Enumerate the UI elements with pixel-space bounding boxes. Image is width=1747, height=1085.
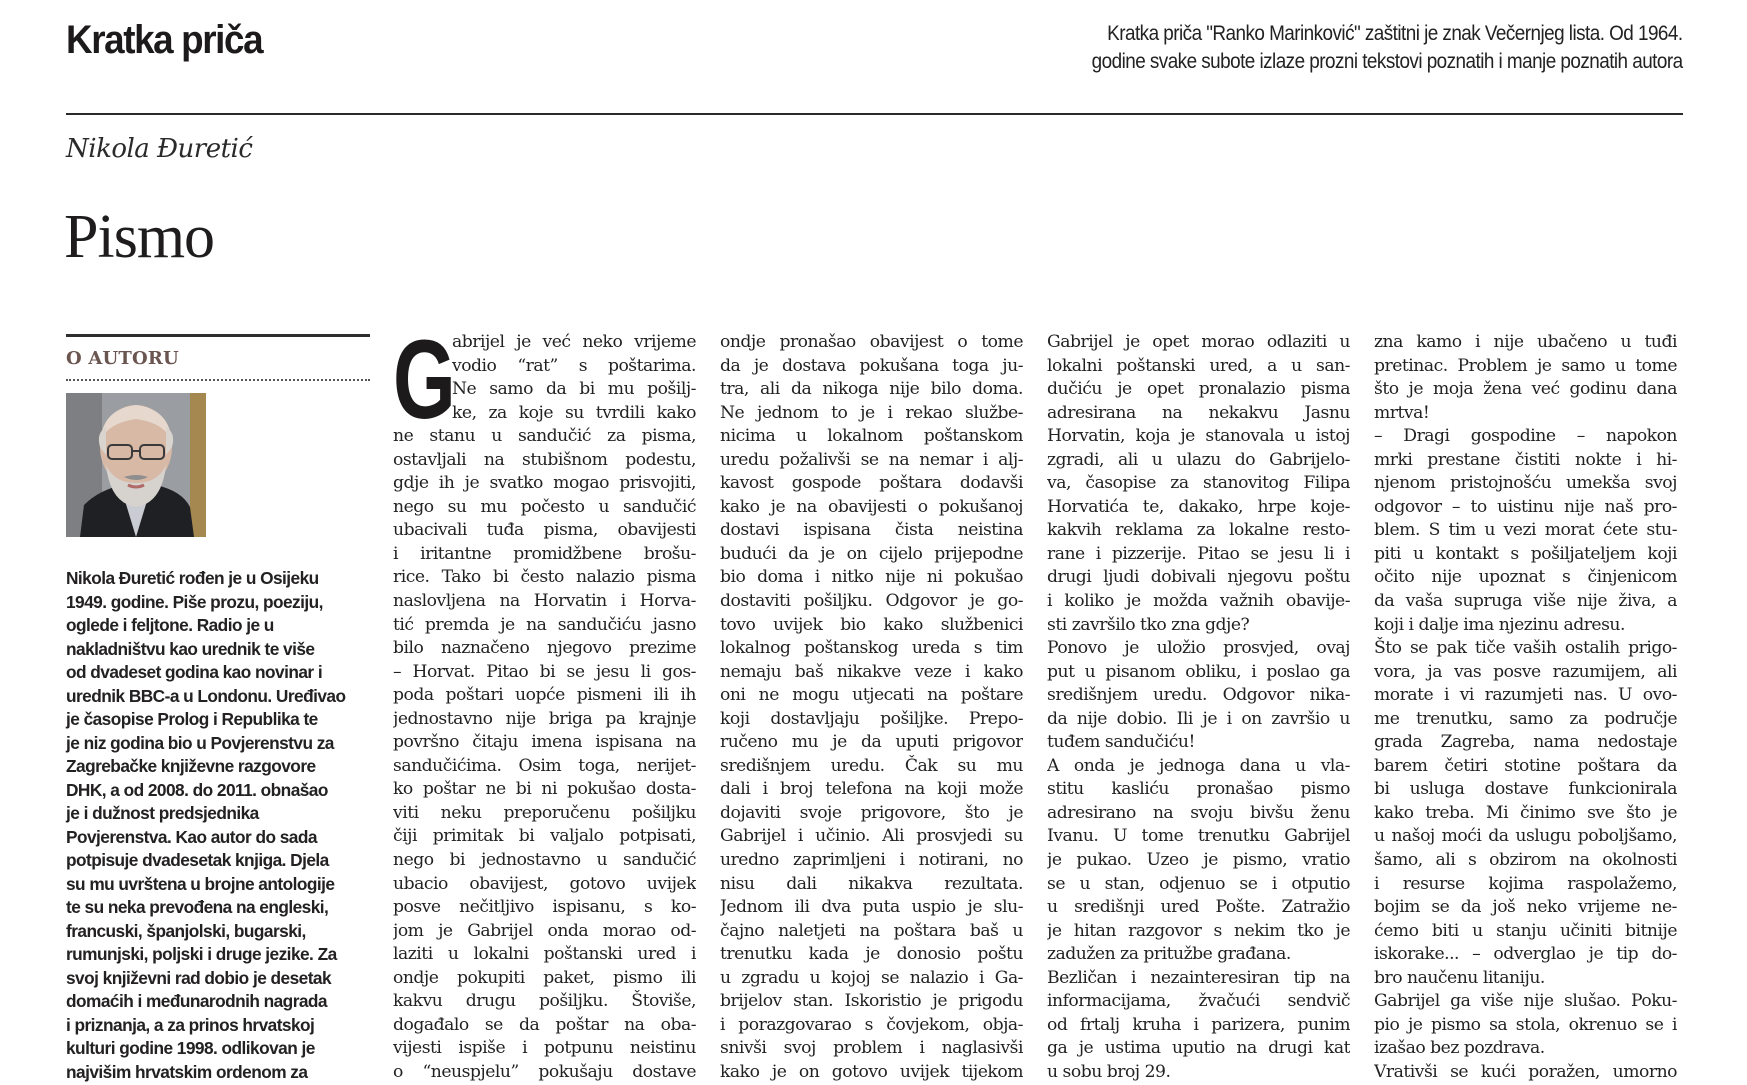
article-column-4 — [1374, 331, 1677, 1085]
article-text-line: uredno zaprimljeni i notirani, no — [720, 850, 1023, 871]
article-text-line: ke, za koje su tvrdili kako — [452, 402, 696, 423]
article-text-line: morate i vi razumjeti nas. U ovo- — [1374, 685, 1677, 706]
article-text-line: drugi ljudi dobivali njegovu poštu — [1047, 567, 1350, 588]
article-text-line: gdje ih je svatko mogao prisvojiti, — [393, 473, 696, 494]
article-text-line: uredu požalivši se na nemar i alj- — [720, 449, 1023, 470]
article-text-line: je hitan razgovor s nekim tko je — [1047, 920, 1350, 941]
article-text-line: mrki prestane čistiti nokte i hi- — [1374, 449, 1677, 470]
bio-line: oglede i feljtone. Radio je u — [66, 615, 274, 635]
bio-line: je časopise Prolog i Republika te — [66, 709, 318, 729]
article-text-line: zgradi, ali u ulazu do Gabrijelo- — [1047, 449, 1350, 470]
article-text-line: nisu dali nikakva rezultata. — [720, 873, 1023, 894]
author-photo — [66, 393, 206, 537]
article-text-line: brijelov stan. Iskoristio je prigodu — [720, 991, 1023, 1012]
article-text-line: jom je Gabrijel onda morao od- — [393, 920, 696, 941]
article-text-line: dostaviti pošiljku. Odgovor je go- — [720, 591, 1023, 612]
article-text-line: ćemo biti u stanju učiniti bitnije — [1374, 920, 1677, 941]
article-column-1 — [393, 317, 696, 1085]
article-text-line: snivši svoj problem i naglasivši — [720, 1038, 1023, 1059]
sidebar-divider — [66, 334, 370, 337]
article-text-line: Bezličan i nezainteresiran tip na — [1047, 967, 1350, 988]
about-author-heading: O AUTORU — [66, 348, 179, 369]
article-text-line: budući da je on cijelo prijepodne — [720, 543, 1023, 564]
article-text-line: vodio “rat” s poštarima. — [452, 355, 696, 376]
article-text-line: tovo uvijek bio kako službenici — [720, 614, 1023, 635]
article-text-line: ondje pokupiti paket, pismo ili — [393, 967, 696, 988]
article-text-line: sandučićima. Osim toga, nerijet- — [393, 755, 696, 776]
article-text-line: odgovor – to uistinu nije naš pro- — [1374, 496, 1677, 517]
article-text-line: je pukao. Uzeo je pismo, vratio — [1047, 850, 1350, 871]
article-text-line: poda poštari uopće pismeni ili ih — [393, 685, 696, 706]
article-text-line: ubacivali tuđa pisma, obavijesti — [393, 520, 696, 541]
article-text-line: očito nije upoznat s činjenicom — [1374, 567, 1677, 588]
article-text-line: u zgradu u kojoj se nalazio i Ga- — [720, 967, 1023, 988]
article-text-line: rane i pizzerije. Pitao se jesu li i — [1047, 543, 1350, 564]
article-text-line: kako treba. Mi činimo sve što je — [1374, 802, 1677, 823]
article-title: Pismo — [64, 203, 215, 271]
article-text-line: tić premda je na sandučiću jasno — [393, 614, 696, 635]
bio-line: rumunjski, poljski i druge jezike. Za — [66, 944, 337, 964]
bio-line: domaćih i međunarodnih nagrada — [66, 991, 327, 1011]
article-text-line: se u stan, odjenuo se i otputio — [1047, 873, 1350, 894]
article-text-line: Gabrijel ga više nije slušao. Poku- — [1374, 991, 1677, 1012]
article-text-line: koji dostavljaju pošiljke. Prepo- — [720, 708, 1023, 729]
article-text-line: Gabrijel je opet morao odlaziti u — [1047, 332, 1350, 352]
bio-line: od dvadeset godina kao novinar i — [66, 662, 323, 682]
article-text-line: – Horvat. Pitao bi se jesu li gos- — [393, 661, 696, 682]
article-text-line: kakvih reklama za lokalne resto- — [1047, 520, 1350, 541]
bio-line: nakladništvu kao urednik te više — [66, 638, 315, 659]
bio-line: francuski, španjolski, bugarski, — [66, 920, 306, 941]
section-note-line: godine svake subote izlaze prozni tekstovi poznatih i manje poznatih autora — [1092, 50, 1683, 73]
bio-line: potpisuje dvadesetak knjiga. Djela — [66, 850, 329, 870]
article-text-line: naslovljena na Horvatin i Horva- — [393, 591, 696, 612]
bio-line: DHK, a od 2008. do 2011. obnašao — [66, 779, 328, 800]
article-text-line: središnjem uredu. Odgovor nika- — [1047, 685, 1350, 706]
article-text-line: tuđem sandučiću! — [1047, 732, 1195, 753]
about-author-box — [66, 334, 370, 1084]
bio-line: te su neka prevođena na engleski, — [66, 897, 329, 917]
article-text-line: i resurse kojima raspolažemo, — [1374, 873, 1677, 894]
bio-line: Povjerenstva. Kao autor do sada — [66, 826, 317, 847]
article-text-line: lokalni poštanski ured, a u san- — [1047, 355, 1350, 376]
article-text-line: Jednom ili dva puta uspio je slu- — [720, 897, 1023, 918]
header-divider — [66, 113, 1683, 115]
drop-cap: G — [393, 317, 456, 442]
article-text-line: posve nečitljivo ispisanu, s ko- — [393, 897, 696, 918]
article-text-line: nicima u lokalnom poštanskom — [720, 426, 1023, 447]
article-author: Nikola Đuretić — [66, 134, 253, 164]
section-note — [1092, 20, 1683, 76]
article-text-line: Horvatin, koja je stanovala u istoj — [1047, 426, 1350, 447]
article-text-line: površno čitaju imena ispisana na — [393, 732, 696, 753]
article-text-line: da nije dobio. Ili je i on završio u — [1047, 708, 1350, 729]
article-text-line: bilo naznačeno njegovo prezime — [393, 638, 696, 659]
article-text-line: adresirano na svoju bivšu ženu — [1047, 802, 1350, 823]
article-text-line: iskorake... – odverglao je tip do- — [1374, 944, 1677, 965]
article-text-line: nemaju baš nikakve veze i kako — [720, 661, 1023, 682]
article-text-line: dučiću je opet pronalazio pisma — [1047, 379, 1350, 400]
article-text-line: Ne jednom to je i rekao službe- — [720, 402, 1023, 423]
article-column-2 — [720, 331, 1023, 1085]
article-text-line: oni ne mogu utjecati na poštare — [720, 685, 1023, 706]
article-text-line: piti u kontakt s pošiljateljem koji — [1374, 543, 1677, 564]
article-text-line: ko poštar ne bi ni pokušao dosta- — [393, 779, 696, 800]
article-column-3 — [1047, 331, 1350, 1085]
article-text-line: bojim se da još neko vrijeme ne- — [1374, 897, 1677, 918]
bio-line: svoj književni rad dobio je desetak — [66, 967, 332, 988]
article-text-line: dali i broj telefona na koji može — [720, 779, 1023, 800]
article-text-line: koji i dalje ima njezinu adresu. — [1374, 614, 1625, 635]
article-text-line: informacijama, žvačući sendvič — [1047, 991, 1350, 1012]
article-text-line: vora, ja vas posve razumijem, ali — [1374, 661, 1677, 682]
article-text-line: ga je ustima uputio na drugi kat — [1047, 1038, 1350, 1059]
article-text-line: u središnji ured Pošte. Zatražio — [1047, 897, 1350, 918]
article-text-line: o “neuspjelu” pokušaju dostave — [393, 1061, 696, 1082]
article-text-line: Što se pak tiče vaših ostalih prigo- — [1374, 638, 1677, 659]
article-text-line: abrijel je već neko vrijeme — [452, 332, 696, 352]
bio-line: najvišim hrvatskim ordenom za — [66, 1061, 308, 1082]
article-text-line: va, časopise za stanovitog Filipa — [1047, 473, 1350, 494]
section-title: Kratka priča — [66, 18, 263, 62]
article-text-line: vijesti ispiše i potpunu neistinu — [393, 1038, 696, 1059]
article-text-line: u sobu broj 29. — [1047, 1061, 1171, 1082]
article-text-line: kako je na obavijesti o pokušanoj — [720, 496, 1023, 517]
article-text-line: A onda je jednoga dana u vla- — [1047, 755, 1350, 776]
article-text-line: čiji primitak bi valjalo potpisati, — [393, 826, 696, 847]
article-text-line: Vrativši se kući poražen, umorno — [1374, 1061, 1677, 1082]
article-text-line: zadužen za pritužbe građana. — [1047, 944, 1291, 965]
bio-line: 1949. godine. Piše prozu, poeziju, — [66, 591, 323, 612]
bio-line: i priznanja, a za prinos hrvatskoj — [66, 1014, 315, 1035]
article-text-line: ne stanu u sandučić za pisma, — [393, 426, 696, 447]
article-text-line: pretinac. Problem je samo u tome — [1374, 355, 1677, 376]
bio-line: urednik BBC-a u Londonu. Uređivao — [66, 685, 346, 706]
article-text-line: Horvatića te, dakako, hrpe koje- — [1047, 496, 1350, 517]
article-text-line: da je dostava pokušana toga ju- — [720, 355, 1023, 376]
article-text-line: stitu kasliću pronašao pismo — [1047, 779, 1350, 800]
article-text-line: od frtalj kruha i parizera, punim — [1047, 1014, 1350, 1035]
article-text-line: lokalnog poštanskog ureda s tim — [720, 638, 1023, 659]
article-text-line: da vaša supruga više nije živa, a — [1374, 591, 1677, 612]
article-text-line: šamo, ali s obzirom na okolnosti — [1374, 850, 1677, 871]
article-text-line: njenom pristojnošću umekša svoj — [1374, 473, 1677, 494]
article-text-line: me trenutku, samo za područje — [1374, 708, 1677, 729]
article-text-line: blem. S tim u vezi morat ćete stu- — [1374, 520, 1677, 541]
article-text-line: u našoj moći da uslugu poboljšamo, — [1374, 826, 1677, 847]
article-text-line: ondje pronašao obavijest o tome — [720, 332, 1023, 352]
article-text-line: događalo se da poštar na oba- — [393, 1014, 696, 1035]
article-text-line: pio je pismo sa stola, okrenuo se i — [1374, 1014, 1677, 1035]
article-text-line: Ponovo je uložio prosvjed, ovaj — [1047, 638, 1350, 659]
article-text-line: grada Zagreba, nama nedostaje — [1374, 732, 1677, 753]
article-text-line: izašao bez pozdrava. — [1374, 1038, 1545, 1059]
article-text-line: adresirana na nekakvu Jasnu — [1047, 402, 1350, 423]
article-text-line: i porazgovarao s čovjekom, obja- — [720, 1014, 1023, 1035]
article-text-line: ostavljali na stubišnom podestu, — [393, 449, 696, 470]
dotted-divider — [66, 379, 370, 381]
bio-line: je i dužnost predsjednika — [66, 803, 259, 823]
article-text-line: – Dragi gospodine – napokon — [1374, 426, 1677, 447]
article-text-line: kakvu drugu pošiljku. Štoviše, — [393, 991, 696, 1012]
article-text-line: i iritantne promidžbene brošu- — [393, 543, 696, 564]
article-text-line: kavost gospode poštara dodavši — [720, 473, 1023, 494]
article-text-line: ručeno mu je da uputi prigovor — [720, 732, 1023, 753]
article-text-line: barem četiri stotine poštara da — [1374, 755, 1677, 776]
article-text-line: zna kamo i nije ubačeno u tuđi — [1374, 332, 1677, 352]
article-text-line: mrtva! — [1374, 402, 1430, 423]
bio-line: kulturi godine 1998. odlikovan je — [66, 1038, 315, 1058]
article-text-line: što je moja žena već godinu dana — [1374, 379, 1677, 400]
article-text-line: nego su mu počesto u sandučić — [393, 496, 696, 517]
article-text-line: jednostavno nije briga pa krajnje — [393, 708, 696, 729]
article-text-line: ubacio obavijest, gotovo uvijek — [393, 873, 696, 894]
author-portrait-icon — [66, 393, 206, 537]
article-text-line: kako je on gotovo uvijek tijekom — [720, 1061, 1023, 1082]
section-note-line: Kratka priča "Ranko Marinković" zaštitni je znak Večernjeg lista. Od 1964. — [1107, 22, 1683, 45]
article-text-line: nego bi jednostavno u sandučić — [393, 850, 696, 871]
bio-line: Nikola Đuretić rođen je u Osijeku — [66, 568, 319, 588]
bio-line: je niz godina bio u Povjerenstvu za — [66, 732, 334, 753]
article-text-line: rice. Tako bi često nalazio pisma — [393, 567, 696, 588]
article-text-line: bi usluga dostave funkcionirala — [1374, 779, 1677, 800]
article-text-line: bio doma i nitko nije ni pokušao — [720, 567, 1023, 588]
article-text-line: tra, ali da nikoga nije bilo doma. — [720, 379, 1023, 400]
article-text-line: bro naučenu litaniju. — [1374, 967, 1545, 988]
bio-line: Zagrebačke književne razgovore — [66, 756, 316, 776]
article-text-line: sti završilo tko zna gdje? — [1047, 614, 1250, 635]
article-text-line: središnjem uredu. Čak su mu — [720, 755, 1023, 776]
article-text-line: dostavi ispisana čista neistina — [720, 520, 1023, 541]
article-text-line: Ivanu. U tome trenutku Gabrijel — [1047, 826, 1350, 847]
article-text-line: laziti u lokalni poštanski ured i — [393, 944, 696, 965]
article-text-line: i koliko je možda važnih obavije- — [1047, 591, 1350, 612]
article-text-line: put u pisanom obliku, i poslao ga — [1047, 661, 1350, 682]
author-bio — [66, 567, 370, 1084]
article-text-line: trenutku kada je donosio poštu — [720, 944, 1023, 965]
article-text-line: Gabrijel i učinio. Ali prosvjedi su — [720, 826, 1023, 847]
bio-line: su mu uvrštena u brojne antologije — [66, 873, 335, 894]
article-text-line: viti neku preporučenu pošiljku — [393, 802, 696, 823]
article-text-line: dojaviti svoje prigovore, što je — [720, 802, 1023, 823]
article-text-line: Ne samo da bi mu pošilj- — [452, 379, 696, 400]
article-text-line: čajno naletjeti na poštara baš u — [720, 920, 1023, 941]
